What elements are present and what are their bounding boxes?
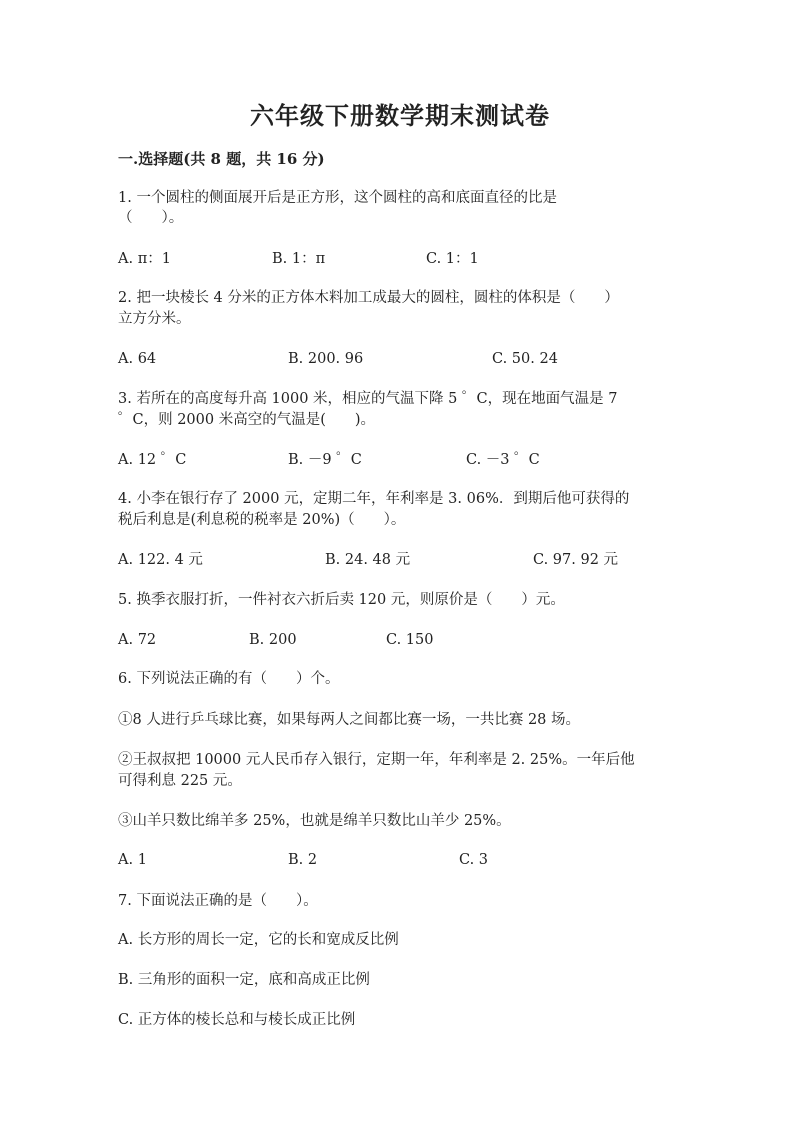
question-4-option-b: B. 24. 48 元 [325,552,411,568]
question-7-option-b: B. 三角形的面积一定，底和高成正比例 [118,972,370,988]
question-1-text: 1. 一个圆柱的侧面展开后是正方形，这个圆柱的高和底面直径的比是 [118,190,557,206]
question-3-option-c: C. －3 ゜C [466,452,540,468]
question-4-option-a: A. 122. 4 元 [118,552,203,568]
question-1-option-b: B. 1：π [272,251,326,267]
question-2-text: 2. 把一块棱长 4 分米的正方体木料加工成最大的圆柱，圆柱的体积是（ ） [118,290,619,306]
question-5-option-c: C. 150 [386,632,434,648]
question-3-text: 3. 若所在的高度每升高 1000 米，相应的气温下降 5 ゜C，现在地面气温是 7 [118,391,618,407]
question-2-option-a: A. 64 [118,351,157,367]
question-3-text-cont: ゜C，则 2000 米高空的气温是( )。 [118,412,376,428]
question-2-text-cont: 立方分米。 [118,311,191,327]
question-1-text-cont: （ ）。 [118,210,184,226]
question-7-option-c: C. 正方体的棱长总和与棱长成正比例 [118,1012,356,1028]
question-6-statement-1: ①8 人进行乒乓球比赛，如果每两人之间都比赛一场，一共比赛 28 场。 [118,712,581,728]
question-5-option-b: B. 200 [249,632,297,648]
question-5-text: 5. 换季衣服打折，一件衬衣六折后卖 120 元，则原价是（ ）元。 [118,592,565,608]
question-6-statement-2-cont: 可得利息 225 元。 [118,773,242,789]
question-6-option-a: A. 1 [118,852,147,868]
question-3-option-a: A. 12 ゜C [118,452,187,468]
question-7-option-a: A. 长方形的周长一定，它的长和宽成反比例 [118,932,399,948]
question-4-text-cont: 税后利息是(利息税的税率是 20%)（ ）。 [118,512,406,528]
question-6-text: 6. 下列说法正确的有（ ）个。 [118,671,340,687]
question-7-text: 7. 下面说法正确的是（ ）。 [118,893,318,909]
question-4-option-c: C. 97. 92 元 [533,552,619,568]
question-4-text: 4. 小李在银行存了 2000 元，定期二年，年利率是 3. 06%．到期后他可获得的 [118,491,630,507]
question-2-option-c: C. 50. 24 [492,351,558,367]
question-1-option-c: C. 1：1 [426,251,479,267]
question-6-option-b: B. 2 [288,852,318,868]
question-1-option-a: A. π：1 [118,251,171,267]
question-3-option-b: B. －9 ゜C [288,452,362,468]
question-6-option-c: C. 3 [459,852,489,868]
question-5-option-a: A. 72 [118,632,157,648]
question-6-statement-2: ②王叔叔把 10000 元人民币存入银行，定期一年，年利率是 2. 25%。一年后他 [118,752,635,768]
exam-title: 六年级下册数学期末测试卷 [250,101,550,130]
question-2-option-b: B. 200. 96 [288,351,364,367]
question-6-statement-3: ③山羊只数比绵羊多 25%，也就是绵羊只数比山羊少 25%。 [118,813,511,829]
section-heading: 一.选择题(共 8 题，共 16 分) [118,150,325,168]
